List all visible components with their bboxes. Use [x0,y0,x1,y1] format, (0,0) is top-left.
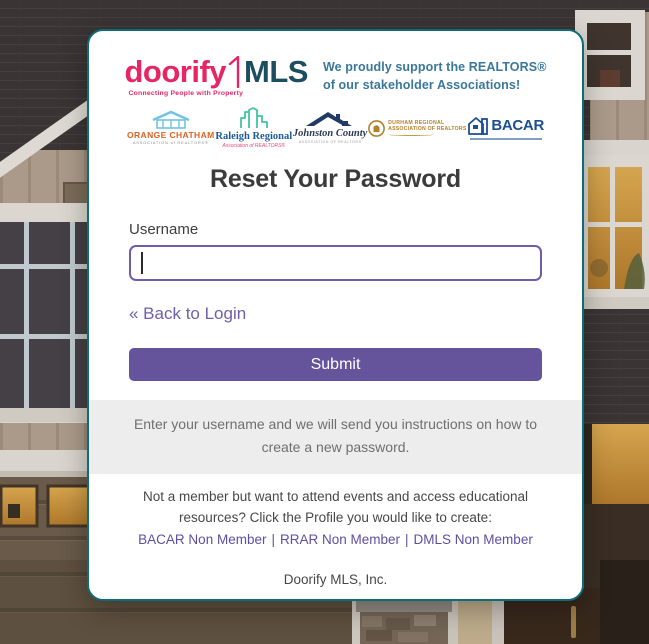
orange-chatham-house-icon [149,110,193,130]
bacar-house-icon [467,116,489,136]
open-door-icon [228,56,241,88]
company-name: Doorify MLS, Inc. [283,572,388,587]
johnston-roof-icon [306,111,354,127]
instructions-text: Enter your username and we will send you instructions on how to create a new password. [133,416,538,455]
durham-badge-icon [368,120,385,137]
username-label: Username [129,221,199,238]
bacar-subtext [470,138,542,140]
text-caret [141,252,143,274]
durham-regional-logo: DURHAM REGIONAL ASSOCIATION OF REALTORS [368,120,466,137]
bacar-non-member-link[interactable]: BACAR Non Member [138,532,267,547]
johnston-county-logo: Johnston County ASSOCIATION OF REALTORS [293,111,367,144]
durham-script-tagline [388,133,434,136]
link-separator: | [271,532,275,547]
page-title: Reset Your Password [210,165,461,193]
rrar-non-member-link[interactable]: RRAR Non Member [279,532,401,547]
orange-chatham-logo: ORANGE CHATHAM ASSOCIATION of REALTORS® [127,110,215,146]
back-to-login-link[interactable]: « Back to Login [129,304,247,323]
submit-button[interactable]: Submit [129,348,542,381]
dmls-non-member-link[interactable]: DMLS Non Member [413,532,533,547]
raleigh-regional-logo: Raleigh Regional Association of REALTORS® [215,106,292,149]
reset-password-card [87,29,584,601]
profile-links-row [89,530,582,550]
instructions-band [89,400,582,474]
bacar-logo: BACAR [467,116,544,140]
association-logos-row [89,105,582,151]
header-brand-row [89,56,582,97]
mls-wordmark: MLS [244,54,308,89]
non-member-text: Not a member but want to attend events and access educational resources? Click the Profile you would like to create: [143,489,528,525]
doorify-wordmark: doorify [124,54,227,89]
raleigh-skyline-icon [239,106,269,130]
link-separator: | [405,532,409,547]
doorify-mls-logo [124,56,308,97]
brand-tagline: Connecting People with Property [128,90,244,97]
stakeholder-support-text: We proudly support the REALTORS® of our stakeholder Associations! [322,60,547,92]
username-input[interactable] [129,245,542,281]
